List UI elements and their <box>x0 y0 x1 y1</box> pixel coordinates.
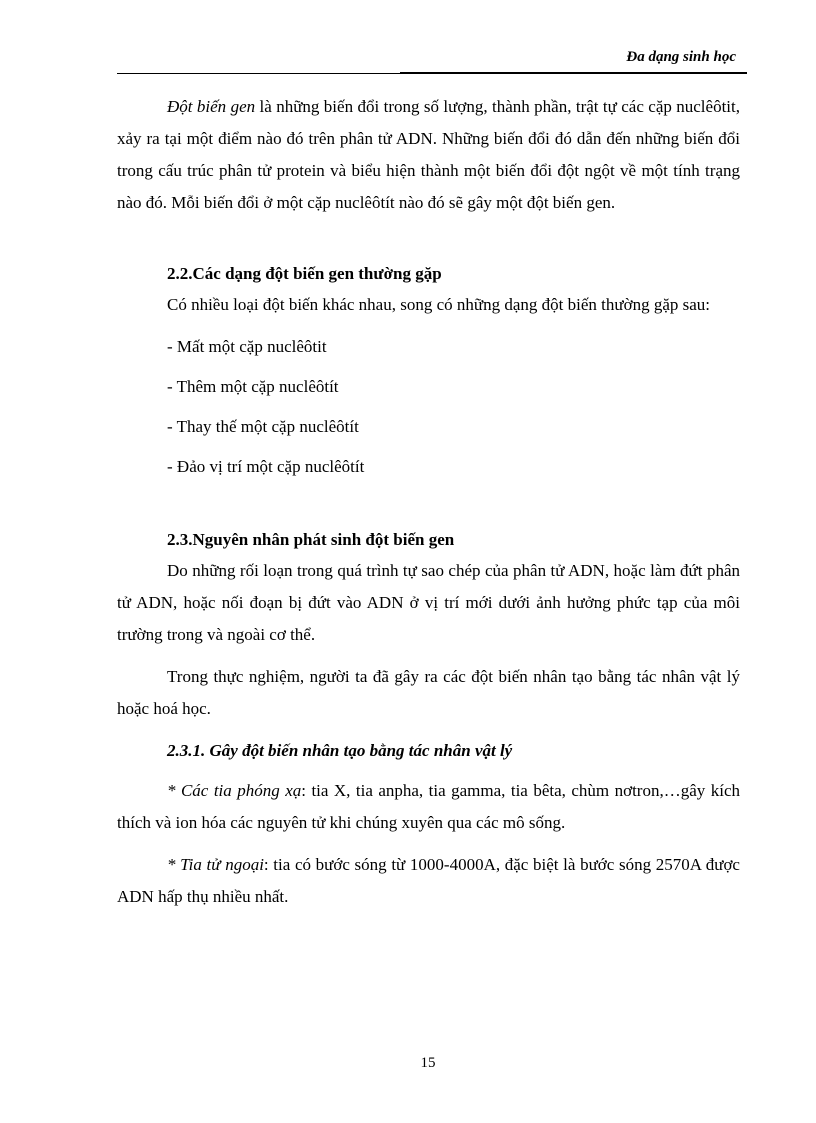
running-header-title: Đa dạng sinh học <box>626 49 736 65</box>
list-item: - Thay thế một cặp nuclêôtít <box>167 417 359 436</box>
header-rule-accent <box>400 72 747 74</box>
paragraph-ultraviolet <box>117 849 740 913</box>
list-item: - Thêm một cặp nuclêôtít <box>167 377 339 396</box>
section-heading-2-2: 2.2.Các dạng đột biến gen thường gặp <box>167 264 442 283</box>
paragraph-radiation <box>117 775 740 839</box>
paragraph-mutation-types-intro: Có nhiều loại đột biến khác nhau, song có những dạng đột biến thường gặp sau: <box>167 295 710 314</box>
section-heading-2-3: 2.3.Nguyên nhân phát sinh đột biến gen <box>167 530 455 549</box>
list-item: - Đảo vị trí một cặp nuclêôtít <box>167 457 365 476</box>
page-content <box>117 91 740 913</box>
page-number: 15 <box>420 1055 436 1071</box>
section-heading-2-3-1: 2.3.1. Gây đột biến nhân tạo bằng tác nhân vật lý <box>167 741 513 760</box>
paragraph-causes: Do những rối loạn trong quá trình tự sao chép của phân tử ADN, hoặc làm đứt phân tử ADN, hoặc nối đoạn bị đứt vào ADN ở vị trí mới dưới ảnh hưởng phức tạp của môi trường trong và ngoài cơ thể. <box>117 561 740 644</box>
paragraph-text: : tia X, tia anpha, tia gamma, tia bêta, chùm nơtron,…gây kích thích và ion hóa các nguyên tử khi chúng xuyên qua các mô sống. <box>117 781 740 832</box>
list-item: - Mất một cặp nuclêôtit <box>167 337 327 356</box>
paragraph-text: là những biến đổi trong số lượng, thành phần, trật tự các cặp nuclêôtit, xảy ra tại một điểm nào đó trên phân tử ADN. Những biến đổi đó dẫn đến những biến đổi trong cấu trúc phân tử protein và biểu hiện thành một biến đổi đột ngột về một tính trạng nào đó. Mỗi biến đổi ở một cặp nuclêôtít nào đó sẽ gây một đột biến gen. <box>117 97 740 212</box>
paragraph-mutation-definition <box>117 91 740 219</box>
paragraph-experiments: Trong thực nghiệm, người ta đã gây ra các đột biến nhân tạo bằng tác nhân vật lý hoặc hoá học. <box>117 667 740 718</box>
term-ultraviolet: * Tia tử ngoại <box>167 855 264 874</box>
term-gene-mutation: Đột biến gen <box>167 97 256 116</box>
paragraph-text: : tia có bước sóng từ 1000-4000A, đặc biệt là bước sóng 2570A được ADN hấp thụ nhiều nhất. <box>117 855 740 906</box>
term-radiation: * Các tia phóng xạ <box>167 781 302 800</box>
